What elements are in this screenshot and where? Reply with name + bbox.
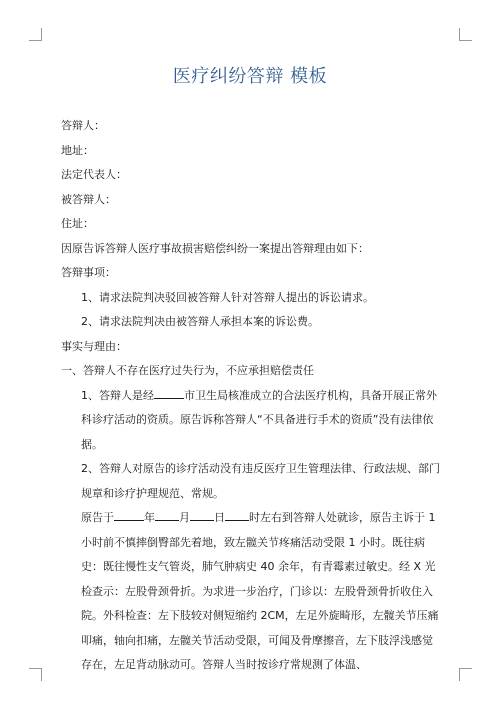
items-heading: 答辩事项： (61, 266, 116, 279)
label-day: 日 (214, 511, 225, 524)
facts-heading: 事实与理由： (61, 339, 127, 353)
paragraph-3-prefix: 原告于 (81, 511, 114, 524)
blank-month (155, 508, 179, 521)
crop-mark-bottom-left (29, 668, 42, 681)
field-residence: 住址： (61, 217, 94, 230)
blank-city (154, 386, 184, 399)
field-address: 地址： (61, 143, 94, 157)
item-1: 1、请求法院判决驳回被答辩人针对答辩人提出的诉讼请求。 (81, 290, 374, 304)
paragraph-3 (61, 506, 441, 678)
paragraph-3-rest: 时左右到答辩人处就诊，原告主诉于 1 小时前不慎摔倒臀部先着地，致左髋关节疼痛活动受限 1 小时。既往病史：既往慢性支气管炎，肺气肿病史 40 余年，有青霉素过敏史。经 X 光检查示：左股骨颈骨折。为求进一步治疗，门诊以：左股骨颈骨折收住入院。外科检查：左下肢较对侧短缩约 2CM，左足外旋畸形，左髋关节压痛叩痛，轴向扣痛，左髋关节活动受限，可闻及骨摩擦音，左下肢浮浅感觉存在，左足背动脉动可。答辩人当时按诊疗常规测了体温、 (81, 511, 439, 671)
field-respondent: 答辩人： (61, 119, 105, 132)
crop-mark-top-left (29, 28, 42, 41)
document-body (61, 114, 441, 678)
blank-day (190, 508, 214, 521)
paragraph-1-rest: 市卫生局核准成立的合法医疗机构，具备开展正常外科诊疗活动的资质。原告诉称答辩人“不具备进行手术的资质”没有法律依据。 (81, 388, 437, 451)
label-month: 月 (179, 511, 190, 524)
intro-paragraph: 因原告诉答辩人医疗事故损害赔偿纠纷一案提出答辩理由如下： (61, 241, 369, 255)
document-title: 医疗纠纷答辩 模板 (172, 66, 328, 87)
field-legal-representative: 法定代表人： (61, 168, 127, 181)
section-1-heading: 一、答辩人不存在医疗过失行为，不应承担赔偿责任 (61, 364, 314, 377)
paragraph-1-prefix: 1、答辩人是经 (81, 388, 154, 402)
paragraph-1 (61, 384, 441, 458)
crop-mark-top-right (459, 28, 472, 41)
blank-hour (225, 508, 249, 521)
field-claimant: 被答辩人： (61, 192, 116, 206)
item-2: 2、请求法院判决由被答辩人承担本案的诉讼费。 (81, 315, 319, 328)
blank-year (114, 508, 144, 521)
crop-mark-bottom-right (459, 668, 472, 681)
label-year: 年 (144, 511, 155, 524)
paragraph-2: 2、答辩人对原告的诊疗活动没有违反医疗卫生管理法律、行政法规、部门规章和诊疗护理规范、常规。 (81, 462, 440, 500)
